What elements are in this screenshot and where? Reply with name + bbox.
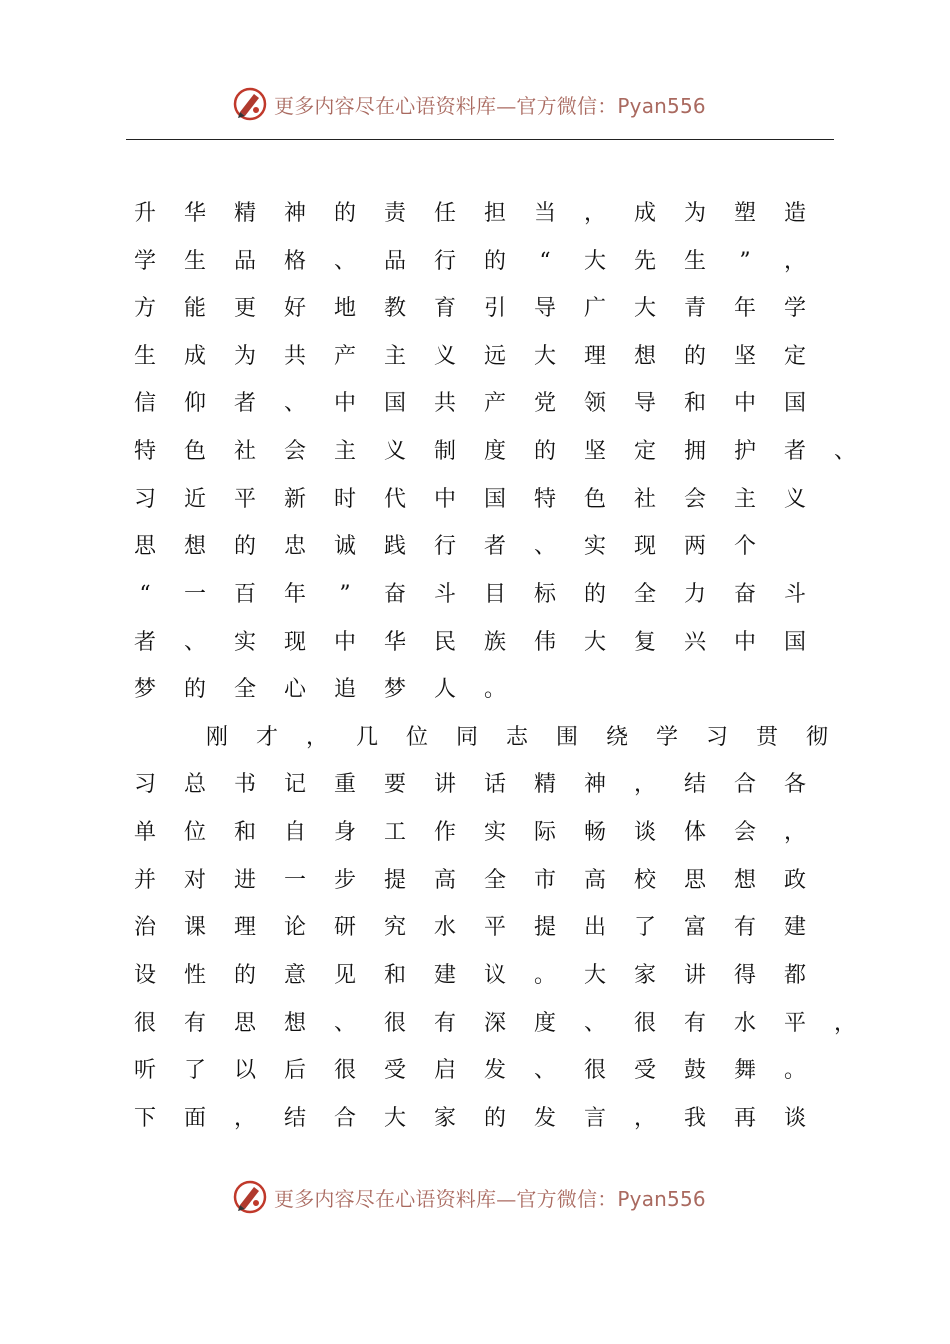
text-line: 梦 的 全 心 追 梦 人 。 — [133, 677, 506, 702]
watermark-wechat-id: Pyan556 — [617, 93, 706, 118]
text-line: 刚 才 ， 几 位 同 志 围 绕 学 习 贯 彻 — [205, 725, 828, 750]
text-line: 升 华 精 神 的 责 任 担 当 ， 成 为 塑 造 — [133, 201, 806, 226]
watermark-wechat-id: Pyan556 — [617, 1186, 706, 1211]
text-line: 信 仰 者 、 中 国 共 产 党 领 导 和 中 国 — [133, 391, 806, 416]
watermark-main-text: 更多内容尽在心语资料库 — [274, 1186, 497, 1211]
text-line: 习 近 平 新 时 代 中 国 特 色 社 会 主 义 — [133, 487, 806, 512]
text-line: 特 色 社 会 主 义 制 度 的 坚 定 拥 护 者 、 — [133, 439, 856, 464]
text-line: 思 想 的 忠 诚 践 行 者 、 实 现 两 个 — [133, 534, 756, 559]
watermark-footer — [232, 1177, 706, 1217]
watermark-dash: — — [496, 93, 517, 118]
text-line: 单 位 和 自 身 工 作 实 际 畅 谈 体 会 ， — [133, 820, 806, 845]
text-line: 者 、 实 现 中 华 民 族 伟 大 复 兴 中 国 — [133, 630, 806, 655]
watermark-wechat-label: 官方微信： — [516, 1186, 618, 1211]
text-line: 听 了 以 后 很 受 启 发 、 很 受 鼓 舞 。 — [133, 1058, 806, 1083]
text-line: 并 对 进 一 步 提 高 全 市 高 校 思 想 政 — [133, 868, 806, 893]
text-line: 学 生 品 格 、 品 行 的 “ 大 先 生 ” ， — [133, 249, 806, 274]
text-line: 方 能 更 好 地 教 育 引 导 广 大 青 年 学 — [133, 296, 806, 321]
watermark-main-text: 更多内容尽在心语资料库 — [274, 93, 497, 118]
text-line: 习 总 书 记 重 要 讲 话 精 神 ， 结 合 各 — [133, 772, 806, 797]
pen-logo-icon — [232, 1179, 268, 1215]
text-line: 很 有 思 想 、 很 有 深 度 、 很 有 水 平 ， — [133, 1011, 856, 1036]
text-line: 治 课 理 论 研 究 水 平 提 出 了 富 有 建 — [133, 915, 806, 940]
watermark-wechat-label: 官方微信： — [516, 93, 618, 118]
text-line: “ 一 百 年 ” 奋 斗 目 标 的 全 力 奋 斗 — [139, 582, 806, 607]
text-line: 设 性 的 意 见 和 建 议 。 大 家 讲 得 都 — [133, 963, 806, 988]
text-line: 下 面 ， 结 合 大 家 的 发 言 ， 我 再 谈 — [133, 1106, 806, 1131]
watermark-dash: — — [496, 1186, 517, 1211]
text-line: 生 成 为 共 产 主 义 远 大 理 想 的 坚 定 — [133, 344, 806, 369]
